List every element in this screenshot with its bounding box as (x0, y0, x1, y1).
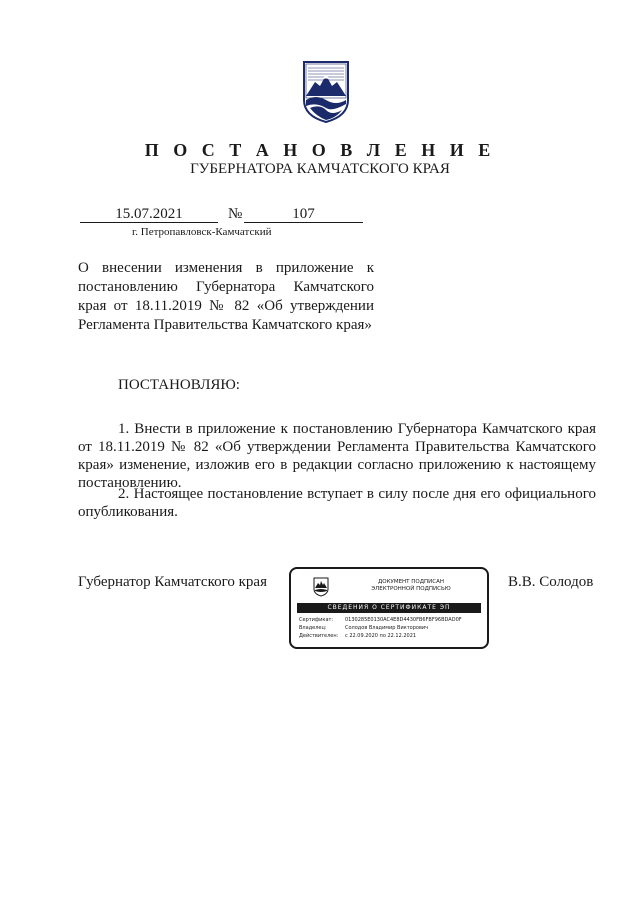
stamp-valid-value: с 22.09.2020 по 22.12.2021 (345, 633, 417, 639)
document-type-title: П О С Т А Н О В Л Е Н И Е (144, 140, 496, 160)
number-sign: № (228, 206, 243, 222)
stamp-valid-label: Действителен: (299, 633, 339, 639)
signatory-name: В.В. Солодов (508, 574, 594, 590)
stamp-certificate-value: 0130285E0130AC4E8D4430FB6FBF96BDAD0F (345, 617, 462, 623)
document-subject: О внесении изменения в приложение к постановлению Губернатора Камчатского края от 18.11.2019 № 82 «Об утверждении Регламента Правительства Камчатского края» (78, 260, 374, 333)
document-issuer: ГУБЕРНАТОРА КАМЧАТСКОГО КРАЯ (190, 161, 450, 177)
stamp-owner-value: Солодов Владимир Викторович (345, 625, 429, 631)
stamp-emblem-icon (313, 577, 329, 597)
signatory-title: Губернатор Камчатского края (78, 574, 267, 590)
stamp-certificate-bar: СВЕДЕНИЯ О СЕРТИФИКАТЕ ЭП (297, 603, 481, 613)
stamp-certificate-label: Сертификат: (299, 617, 334, 623)
body-paragraph: 1. Внести в приложение к постановлению Губернатора Камчатского края от 18.11.2019 № 82 «Об утверждении Регламента Правительства Камчатского края» изменение, изложив его в редакции согласно приложению к настоящему постановлению. (78, 421, 596, 491)
body-paragraph: 2. Настоящее постановление вступает в силу после дня его официального опубликования. (78, 486, 596, 520)
document-number: 107 (244, 206, 363, 223)
city-label: г. Петропавловск-Камчатский (132, 226, 272, 238)
decree-heading: ПОСТАНОВЛЯЮ: (118, 377, 240, 393)
document-date: 15.07.2021 (80, 206, 218, 223)
stamp-line-signed: ДОКУМЕНТ ПОДПИСАН (377, 579, 445, 585)
coat-of-arms-icon (302, 60, 350, 124)
stamp-owner-label: Владелец: (299, 625, 327, 631)
stamp-line-electronic: ЭЛЕКТРОННОЙ ПОДПИСЬЮ (371, 586, 451, 592)
electronic-signature-stamp (289, 567, 489, 649)
